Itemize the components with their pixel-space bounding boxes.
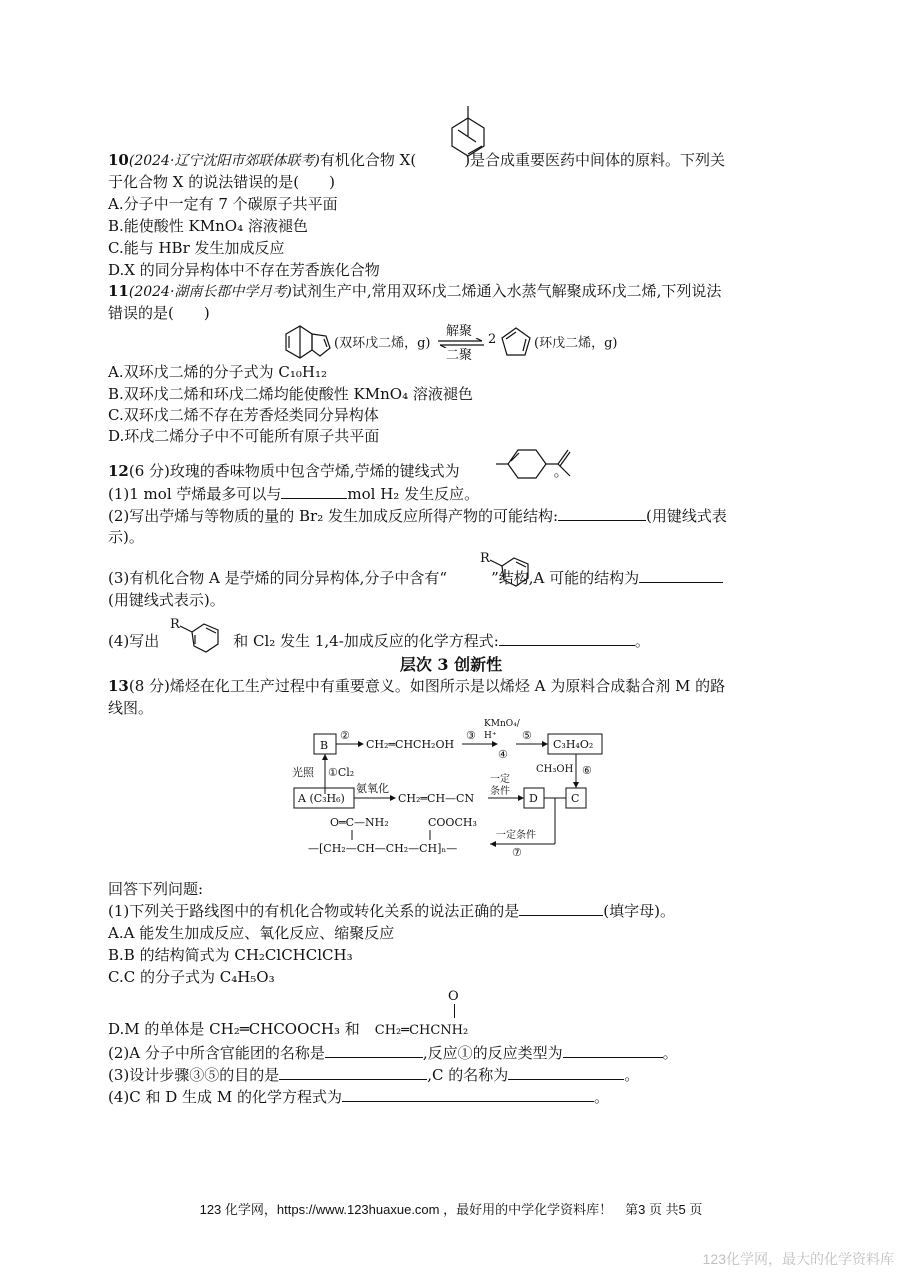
q12-p4-blank[interactable] — [499, 631, 635, 646]
q13-stem-a: (8 分)烯烃在化工生产过程中有重要意义。如图所示是以烯烃 A 为原料合成黏合剂 M 的路 — [128, 677, 726, 695]
q10-stem — [108, 150, 725, 171]
q13-p3-a: (3)设计步骤③⑤的目的是 — [108, 1066, 280, 1084]
q13-option-c: C.C 的分子式为 C₄H₅O₃ — [108, 968, 275, 986]
amide-group: O═C—NH₂ — [330, 816, 389, 829]
hplus-label: H⁺ — [484, 731, 497, 741]
q11-option-c: C.双环戊二烯不存在芳香烃类同分异构体 — [108, 406, 379, 424]
q11-option-b: B.双环戊二烯和环戊二烯均能使酸性 KMnO₄ 溶液褪色 — [108, 385, 473, 403]
node-a: A (C₃H₆) — [298, 792, 345, 805]
yiding-label: 一定 — [490, 774, 510, 785]
q11-stem — [108, 281, 721, 302]
q10-option-d: D.X 的同分异构体中不存在芳香族化合物 — [108, 261, 380, 279]
q13-p3-b: ,C 的名称为 — [427, 1066, 509, 1084]
q12-p3-b: ”结构,A 可能的结构为 — [491, 569, 640, 587]
q13-stem — [108, 676, 725, 696]
section-heading: 层次 3 创新性 — [399, 655, 503, 674]
node-c: C — [571, 792, 580, 805]
q12-part2 — [108, 506, 727, 526]
q13-opt-d-double-bond — [454, 1004, 456, 1018]
q13-p4-b: 。 — [593, 1088, 609, 1106]
q13-p3-blank2[interactable] — [508, 1065, 624, 1080]
ester-group: COOCH₃ — [428, 816, 477, 829]
q11-option-a: A.双环戊二烯的分子式为 C₁₀H₁₂ — [108, 363, 327, 381]
q11-reactant-label: (双环戊二烯，g) — [334, 336, 431, 351]
q10-stem-a: 有机化合物 X( — [319, 151, 417, 169]
q11-option-d: D.环戊二烯分子中不可能所有原子共平面 — [108, 427, 380, 445]
q13-option-b: B.B 的结构简式为 CH₂ClCHClCH₃ — [108, 946, 353, 964]
q11-coefficient: 2 — [488, 332, 497, 347]
step-5: ⑤ — [522, 729, 532, 742]
kmno4-label: KMnO₄/ — [484, 719, 520, 729]
q10-option-b: B.能使酸性 KMnO₄ 溶液褪色 — [108, 217, 308, 235]
q12-part1 — [108, 484, 479, 504]
q13-p2-c: 。 — [662, 1044, 678, 1062]
q12-p1-a: (1)1 mol 苧烯最多可以与 — [108, 485, 282, 503]
r-label: R — [480, 551, 490, 566]
q11-arrow-bottom: 二聚 — [446, 348, 473, 363]
step-1: ①Cl₂ — [328, 766, 355, 779]
q12-p3-a: (3)有机化合物 A 是苧烯的同分异构体,分子中含有“ — [108, 569, 448, 587]
q12-number: 12 — [108, 462, 129, 480]
guangzhao-label: 光照 — [292, 766, 314, 779]
ch3oh-label: CH₃OH — [536, 764, 574, 775]
q13-p3-c: 。 — [624, 1066, 640, 1084]
q12-p4-b: 和 Cl₂ 发生 1,4-加成反应的化学方程式: — [233, 632, 499, 650]
q10-option-c: C.能与 HBr 发生加成反应 — [108, 239, 285, 257]
q11-stem-b: 错误的是( ) — [108, 304, 210, 322]
polymer-chain: —[CH₂—CH—CH₂—CH]ₙ— — [308, 842, 458, 855]
q13-part1 — [108, 901, 675, 921]
q13-p1-blank[interactable] — [519, 901, 603, 916]
q12-p3-blank[interactable] — [639, 568, 723, 583]
q13-opt-d-b: CH₂═CHCNH₂ — [374, 1023, 469, 1038]
q13-p3-blank1[interactable] — [279, 1065, 427, 1080]
q12-p1-b: mol H₂ 发生反应。 — [347, 485, 480, 503]
q11-source: (2024·湖南长郡中学月考) — [128, 284, 292, 300]
q12-p3-c: (用键线式表示)。 — [108, 591, 225, 609]
q12-stem — [108, 461, 569, 481]
q10-number: 10 — [108, 151, 129, 169]
q13-p2-blank2[interactable] — [563, 1043, 663, 1058]
q11-reaction — [280, 322, 640, 362]
q13-part2 — [108, 1043, 678, 1063]
q12-p2-a: (2)写出苧烯与等物质的量的 Br₂ 发生加成反应所得产物的可能结构: — [108, 507, 559, 525]
q10-stem-b: )是合成重要医药中间体的原料。下列关 — [464, 151, 726, 169]
q11-stem-a: 试剂生产中,常用双环戊二烯通入水蒸气解聚成环戊二烯,下列说法 — [291, 282, 722, 300]
step-3: ③ — [466, 729, 476, 742]
q13-opt-d-a: D.M 的单体是 CH₂═CHCOOCH₃ 和 — [108, 1020, 360, 1038]
q13-opt-d-oxygen: O — [448, 989, 459, 1004]
node-b: B — [320, 739, 329, 752]
q13-p4-blank[interactable] — [342, 1087, 594, 1102]
tiaojian-label: 条件 — [490, 786, 510, 797]
q11-product-label: (环戊二烯，g) — [534, 336, 618, 351]
q10-option-a: A.分子中一定有 7 个碳原子共平面 — [108, 195, 338, 213]
q12-p4-a: (4)写出 — [108, 632, 160, 650]
node-d: D — [529, 792, 538, 805]
step-2: ② — [340, 729, 350, 742]
q12-stem-text: (6 分)玫瑰的香味物质中包含苧烯,苧烯的键线式为 — [128, 462, 460, 480]
cyclopentadiene-structure — [498, 324, 534, 360]
q13-p1-a: (1)下列关于路线图中的有机化合物或转化关系的说法正确的是 — [108, 902, 520, 920]
q10-source: (2024·辽宁沈阳市郊联体联考) — [128, 153, 320, 169]
r-label-2: R — [170, 617, 180, 632]
synthesis-route-diagram — [290, 716, 620, 880]
step-7: ⑦ — [512, 846, 522, 859]
q10-stem-c: 于化合物 X 的说法错误的是( ) — [108, 173, 335, 191]
q11-number: 11 — [108, 282, 129, 300]
q13-p2-blank1[interactable] — [325, 1043, 423, 1058]
q13-p1-b: (填字母)。 — [603, 902, 675, 920]
q12-part4 — [108, 631, 650, 651]
q13-number: 13 — [108, 677, 129, 695]
q12-p2-b: (用键线式表 — [646, 507, 727, 525]
step-6: ⑥ — [582, 764, 592, 777]
q13-part4 — [108, 1087, 609, 1107]
yiding-tiaojian-label: 一定条件 — [496, 830, 536, 841]
q12-p4-c: 。 — [634, 632, 650, 650]
page-footer: 123 化学网，https://www.123huaxue.com ，最好用的中学化学资料库！ 第3 页 共5 页 — [199, 1202, 703, 1217]
anyanghua-label: 氨氧化 — [356, 782, 389, 795]
q13-p4-a: (4)C 和 D 生成 M 的化学方程式为 — [108, 1088, 342, 1106]
step-4: ④ — [498, 748, 508, 761]
q13-option-d — [108, 1019, 468, 1041]
q12-p1-blank[interactable] — [281, 484, 347, 499]
watermark: 123化学网，最大的化学资料库 — [702, 1251, 894, 1267]
acrylonitrile: CH₂═CH—CN — [398, 792, 475, 805]
q12-p2-blank[interactable] — [558, 506, 646, 521]
q13-p2-b: ,反应①的反应类型为 — [422, 1044, 563, 1062]
q13-p2-a: (2)A 分子中所含官能团的名称是 — [108, 1044, 325, 1062]
q13-option-a: A.A 能发生加成反应、氧化反应、缩聚反应 — [108, 924, 395, 942]
q13-stem-b: 线图。 — [108, 699, 154, 717]
q13-answer-prompt: 回答下列问题: — [108, 880, 204, 898]
dicyclopentadiene-structure — [280, 322, 336, 362]
q12-stem-end: 。 — [553, 462, 569, 480]
node-c3h4o2: C₃H₄O₂ — [553, 738, 594, 751]
q12-p2-c: 示)。 — [108, 528, 144, 546]
q12-part3 — [108, 568, 723, 588]
q13-part3 — [108, 1065, 639, 1085]
allyl-alcohol: CH₂═CHCH₂OH — [366, 738, 455, 751]
q11-arrow-top: 解聚 — [446, 324, 473, 339]
